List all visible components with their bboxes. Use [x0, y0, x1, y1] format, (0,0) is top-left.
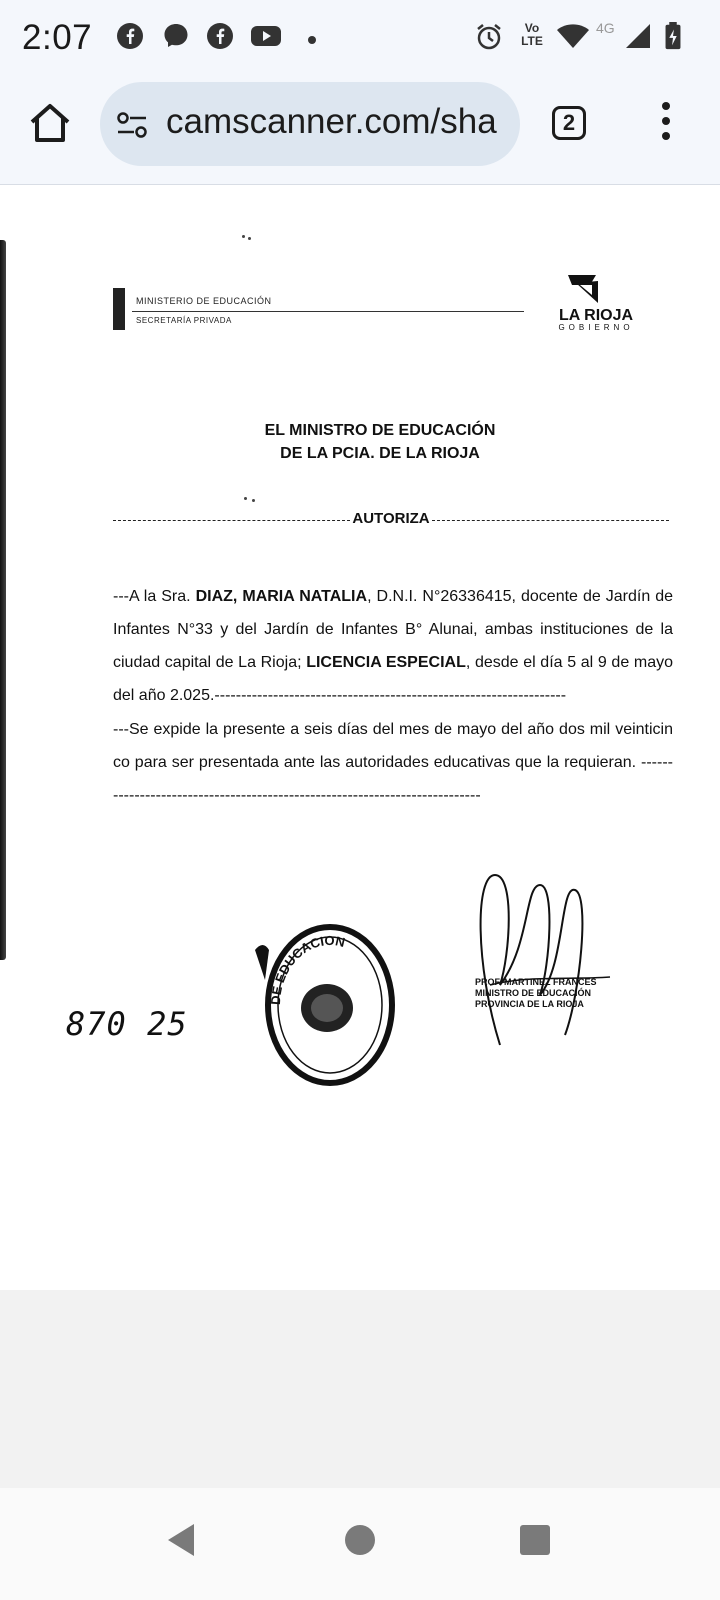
logo-subtitle: GOBIERNO: [558, 323, 634, 332]
body-paragraph-1: [113, 580, 673, 712]
youtube-icon: [250, 22, 282, 50]
la-rioja-logo: [548, 273, 644, 333]
ministry-header-bar: [113, 288, 125, 330]
url-text[interactable]: camscanner.com/sha: [166, 102, 497, 141]
para1-prefix: ---A la Sra.: [113, 588, 196, 605]
signatory-block: [475, 977, 625, 1010]
battery-icon: [662, 22, 684, 50]
para1-middle: , D.N.I. N°26336415, docente de Jardín de Infantes N°33 y del Jardín de Infantes B° Alunai, ambas instituciones de la ciudad capital de La Rioja;: [113, 588, 674, 671]
scan-speck: [244, 497, 247, 500]
home-icon[interactable]: [345, 1525, 375, 1555]
la-rioja-emblem-icon: [566, 273, 606, 305]
browser-toolbar: [0, 80, 720, 185]
system-nav-bar: [0, 1488, 720, 1600]
body-paragraph-2: ---Se expide la presente a seis días del mes de mayo del año dos mil veinticinco para ser presentada ante las autoridades educativas que la requieran. ---------------------------------------------------------------------------: [113, 721, 673, 804]
action-word: AUTORIZA: [352, 510, 430, 527]
secretariat-name: SECRETARÍA PRIVADA: [136, 316, 232, 325]
license-type: LICENCIA ESPECIAL: [306, 654, 466, 671]
facebook-icon: [206, 22, 234, 50]
network-type-label: 4G: [596, 20, 615, 36]
clock: 2:07: [22, 18, 93, 57]
signatory-role: MINISTRO DE EDUCACIÓN: [475, 988, 592, 998]
volte-icon: [516, 22, 548, 48]
header-rule: [132, 311, 524, 312]
document-title-line1: EL MINISTRO DE EDUCACIÓN: [264, 422, 496, 439]
signature: [470, 865, 620, 1065]
signatory-name: PROF. MARTINEZ FRANCES: [475, 977, 597, 987]
logo-title: LA RIOJA: [558, 307, 634, 324]
dot-icon: [308, 36, 316, 44]
scan-edge-shadow: [0, 240, 6, 960]
document-page: [0, 185, 720, 1290]
dash-line-left: [113, 520, 350, 521]
home-button[interactable]: [26, 100, 74, 148]
facebook-icon: [116, 22, 144, 50]
ministry-seal-stamp: [255, 920, 405, 1090]
wifi-icon: [556, 22, 590, 50]
signatory-province: PROVINCIA DE LA RIOJA: [475, 999, 584, 1009]
dash-line-right: [432, 520, 669, 521]
volte-label-top: Vo: [524, 21, 540, 35]
site-settings-icon[interactable]: [116, 110, 148, 140]
handwritten-number: 870 25: [66, 1005, 188, 1043]
alarm-icon: [474, 22, 504, 52]
address-bar[interactable]: [100, 82, 520, 166]
ministry-name: MINISTERIO DE EDUCACIÓN: [136, 296, 272, 306]
overflow-menu-icon[interactable]: [660, 102, 672, 146]
scan-speck: [248, 237, 251, 240]
volte-label-bottom: LTE: [521, 34, 543, 48]
status-bar: [0, 0, 720, 80]
document-title-line2: DE LA PCIA. DE LA RIOJA: [280, 445, 480, 462]
tab-switcher-button[interactable]: 2: [552, 106, 586, 140]
stamp-text: DE EDUCACION: [267, 932, 347, 1006]
para1-suffix: , desde el día 5 al 9 de mayo del año 2.025.------------------------------------------------------------------: [113, 654, 674, 704]
scan-speck: [242, 235, 245, 238]
scan-speck: [252, 499, 255, 502]
recents-icon[interactable]: [520, 1525, 550, 1555]
action-heading: [113, 510, 669, 527]
back-icon[interactable]: [166, 1522, 196, 1558]
messenger-icon: [162, 22, 190, 50]
signal-4g-icon: [624, 22, 652, 50]
teacher-name: DIAZ, MARIA NATALIA: [195, 588, 368, 605]
